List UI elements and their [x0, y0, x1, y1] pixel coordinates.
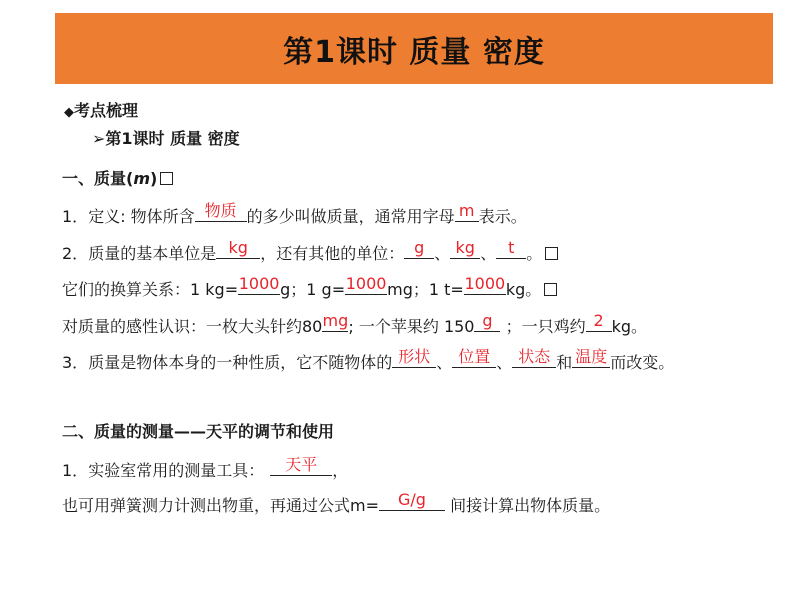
- text-span: 而改变。: [610, 353, 675, 372]
- checkbox-square-icon: [544, 283, 557, 296]
- text-span: ；一只鸡约: [500, 317, 586, 336]
- outline-heading: [64, 100, 138, 124]
- answer-text: 2: [593, 311, 604, 330]
- text-span: 、: [480, 244, 497, 263]
- answer-blank: [452, 349, 496, 368]
- answer-text: 天平: [285, 455, 318, 474]
- conversion-line: [62, 276, 557, 301]
- answer-blank: [379, 492, 445, 511]
- title-banner: [55, 13, 773, 84]
- answer-blank: [238, 276, 280, 295]
- answer-blank: [572, 349, 610, 368]
- text-span: 定义: 物体所含: [88, 207, 195, 226]
- text-span: 它们的换算关系：1 kg=: [62, 280, 239, 299]
- text-span: 和: [556, 353, 573, 372]
- answer-blank: [216, 240, 260, 259]
- answer-blank: [392, 349, 436, 368]
- text-span: 1．: [62, 461, 89, 480]
- answer-blank: [270, 457, 332, 476]
- answer-text: mg: [322, 311, 349, 330]
- answer-blank: [450, 240, 480, 259]
- tool-line: [62, 457, 348, 482]
- text-span: kg。: [505, 280, 542, 299]
- arrow-bullet-icon: ➢: [92, 129, 106, 148]
- answer-text: g: [482, 311, 493, 330]
- outline-subheading: [92, 128, 240, 150]
- answer-text: g: [414, 238, 425, 257]
- text-span: 第1课时 质量 密度: [105, 129, 240, 148]
- diamond-bullet-icon: ◆: [64, 105, 74, 120]
- answer-blank: [464, 276, 506, 295]
- answer-text: 位置: [458, 347, 491, 366]
- property-line: [62, 349, 674, 374]
- answer-text: 1000: [464, 274, 506, 293]
- text-span: 。: [526, 244, 543, 263]
- answer-text: 状态: [518, 347, 551, 366]
- text-span: 、: [434, 244, 451, 263]
- text-span: ，: [332, 461, 349, 480]
- text-span: ，还有其他的单位：: [260, 244, 405, 263]
- answer-blank: [345, 276, 387, 295]
- text-span: 也可用弹簧测力计测出物重，再通过公式m=: [62, 496, 379, 515]
- answer-text: 1000: [345, 274, 387, 293]
- answer-blank: [322, 313, 348, 332]
- text-span: 、: [436, 353, 453, 372]
- text-span: m: [133, 169, 150, 188]
- text-span: 、: [496, 353, 513, 372]
- text-span: 实验室常用的测量工具：: [88, 461, 265, 480]
- text-span: 1．: [62, 207, 89, 226]
- answer-blank: [586, 313, 612, 332]
- answer-text: kg: [455, 238, 475, 257]
- text-span: 表示。: [478, 207, 527, 226]
- checkbox-square-icon: [545, 247, 558, 260]
- section1-heading: [62, 168, 173, 190]
- answer-text: t: [508, 238, 515, 257]
- text-span: kg。: [611, 317, 648, 336]
- section2-heading: 二、质量的测量——天平的调节和使用: [62, 422, 335, 441]
- answer-text: 温度: [575, 347, 608, 366]
- answer-blank: [496, 240, 526, 259]
- answer-blank: [512, 349, 556, 368]
- answer-blank: [404, 240, 434, 259]
- answer-text: m: [458, 201, 475, 220]
- text-span: 质量的基本单位是: [88, 244, 217, 263]
- text-span: ): [150, 169, 158, 188]
- definition-line: [62, 203, 527, 228]
- answer-text: kg: [228, 238, 248, 257]
- answer-blank: [195, 203, 247, 222]
- page-title: 第1课时 质量 密度: [283, 34, 545, 70]
- text-span: 质量是物体本身的一种性质，它不随物体的: [88, 353, 393, 372]
- text-span: 间接计算出物体质量。: [445, 496, 611, 515]
- text-span: 3．: [62, 353, 89, 372]
- answer-blank: [455, 203, 479, 222]
- text-span: g；1 g=: [280, 280, 346, 299]
- text-span: 的多少叫做质量，通常用字母: [246, 207, 455, 226]
- text-span: 2．: [62, 244, 89, 263]
- answer-text: 物质: [204, 201, 237, 220]
- checkbox-square-icon: [160, 172, 173, 185]
- answer-text: 形状: [398, 347, 431, 366]
- text-span: mg；1 t=: [387, 280, 464, 299]
- perception-line: [62, 313, 647, 338]
- answer-text: 1000: [238, 274, 280, 293]
- text-span: 考点梳理: [74, 101, 139, 120]
- formula-line: [62, 492, 610, 517]
- answer-blank: [474, 313, 500, 332]
- unit-line: [62, 240, 558, 265]
- text-span: 一、质量(: [62, 169, 134, 188]
- answer-text: G/g: [398, 490, 426, 509]
- text-span: 对质量的感性认识：一枚大头针约80: [62, 317, 323, 336]
- text-span: ; 一个苹果约 150: [348, 317, 475, 336]
